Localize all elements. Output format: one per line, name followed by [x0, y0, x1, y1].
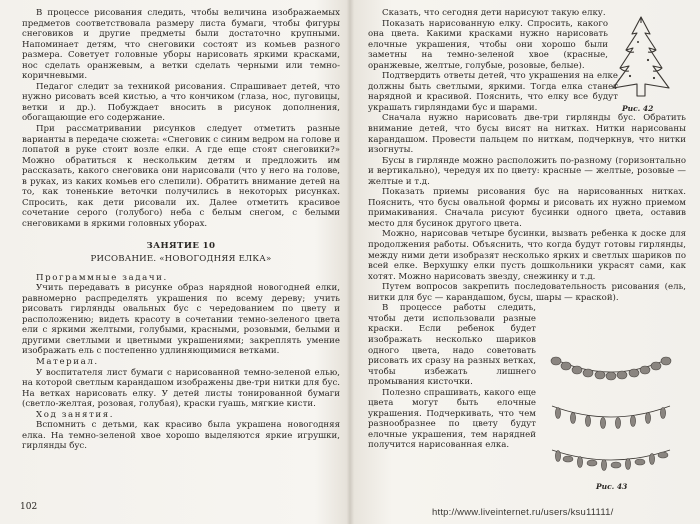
paragraph: Сначала нужно нарисовать две-три гирлянды бус. Обратить внимание детей, что бусы висят на нитках. Нитки нарисованы карандашом. Провести пальцем по ниткам, подчеркнув, что нитки изогнуты.	[368, 113, 686, 156]
page-number: 102	[20, 502, 38, 512]
section-material: Материал.	[36, 356, 99, 367]
figure-caption: Рис. 42	[622, 104, 654, 113]
lesson-title: ЗАНЯТИЕ 10	[146, 241, 216, 252]
paragraph: При рассматривании рисунков следует отметить разные варианты в передаче сюжета: «Снеговик с синим ведром на голове и лопатой в руке стоит возле елки. А где еще стоят снеговики?» Можно обратиться к нескольким детям и предложить им рассказать, какого снеговика они нарисовали (что у него на голове, в руках, из каких комьев его слепили). Обратить внимание детей на то, как тоненькие веточки получились в некоторых рисунках. Спросить, как дети рисовали их. Далее отметить красивое сочетание серого (голубого) неба с белым снегом, с белыми снеговиками в яркими головных уборах.	[22, 124, 340, 229]
section-course: Ход занятия.	[36, 409, 115, 420]
paragraph: Показать нарисованную елку. Спросить, какого она цвета. Какими красками нужно нарисовать елочные украшения, чтобы они хорошо были заметны на темно-зеленой хвое (красные, оранжевые, желтые, голубые, розовые, белые).	[368, 18, 608, 71]
paragraph: Показать приемы рисования бус на нарисованных нитках. Пояснить, что бусы овальной формы и рисовать их нужно приемом примакивания. Сначала рисуют бусинки одного цвета, оставив место для бусинок другого цвета.	[368, 187, 686, 229]
lesson-subtitle: РИСОВАНИЕ. «НОВОГОДНЯЯ ЕЛКА»	[90, 254, 272, 265]
paragraph: Учить передавать в рисунке образ нарядной новогодней елки, равномерно распределять украшения по всему дереву; учить рисовать гирлянды овальных бус с чередованием по цвету и расположению; видеть красоту в сочетании темно-зеленого цвета ели с яркими желтыми, голубыми, красными, розовыми, белыми и другими светлыми и цветными украшениями; закреплять умение изображать ель с постепенно удлиняющимися ветками.	[22, 283, 340, 357]
bead-garlands-figure	[546, 342, 676, 478]
paragraph: В процессе работы следить, чтобы дети использовали разные краски. Если ребенок будет изображать несколько шариков одного цвета, надо советовать рисовать их сразу на разных ветках, чтобы избежать лишнего промывания кисточки.	[368, 303, 536, 388]
paragraph: В процессе рисования следить, чтобы величина изображаемых предметов соответствовала размеру листа бумаги, чтобы фигуры снеговиков и другие предметы были достаточно крупными. Напоминает детям, что снеговики состоят из комьев разного размера. Советует головные уборы нарисовать яркими красками, нос сделать оранжевым, а ветки сделать черными или темно-коричневыми.	[22, 8, 340, 82]
paragraph: Путем вопросов закрепить последовательность рисования (ель, нитки для бус — карандашом, бусы, шары — краской).	[368, 282, 686, 303]
paragraph: Полезно спрашивать, какого еще цвета могут быть елочные украшения. Подчеркивать, что чем разнообразнее по цвету будут елочные украшения, тем нарядней получится нарисованная елка.	[368, 387, 536, 451]
figure-caption: Рис. 43	[596, 482, 628, 491]
paragraph: Подтвердить ответы детей, что украшения на елке должны быть светлыми, яркими. Тогда елка станет нарядной и красивой. Пояснить, что елку все будут украшать гирляндами бус и шарами.	[368, 71, 618, 113]
paragraph: У воспитателя лист бумаги с нарисованной темно-зеленой елью, на которой светлым карандашом изображены две-три нитки для бус. На ветках нарисовать елку. У детей листы тонированной бумаги (светло-желтая, розовая, голубая), краски гуашь, мягкие кисти.	[22, 367, 340, 410]
source-watermark: http://www.liveinternet.ru/users/ksu11111/	[432, 507, 614, 518]
section-program: Программные задачи.	[36, 272, 168, 283]
left-page	[22, 8, 340, 452]
fir-tree-figure	[608, 14, 674, 104]
paragraph: Бусы в гирлянде можно расположить по-разному (горизонтально и вертикально), чередуя их по цвету: красные — желтые, розовые — желтые и т.д.	[368, 155, 686, 187]
paragraph: Педагог следит за техникой рисования. Спрашивает детей, что нужно рисовать всей кистью, а что кончиком (глаза, нос, пуговицы, ветки и др.). Побуждает вносить в рисунок дополнения, обогащающие его содержание.	[22, 81, 340, 124]
paragraph: Можно, нарисовав четыре бусинки, вызвать ребенка к доске для продолжения работы. Объяснить, что когда будут готовы гирлянды, между ними дети изобразят несколько ярких и светлых шариков по всей елке. Верхушку елки пусть дошкольники украсят сами, как хотят. Можно нарисовать звезду, снежинку и т.д.	[368, 229, 686, 282]
paragraph: Сказать, что сегодня дети нарисуют такую елку.	[382, 8, 606, 18]
paragraph: Вспомнить с детьми, как красиво была украшена новогодняя елка. На темно-зеленой хвое хорошо выделяются яркие игрушки, гирлянды бус.	[22, 420, 340, 452]
